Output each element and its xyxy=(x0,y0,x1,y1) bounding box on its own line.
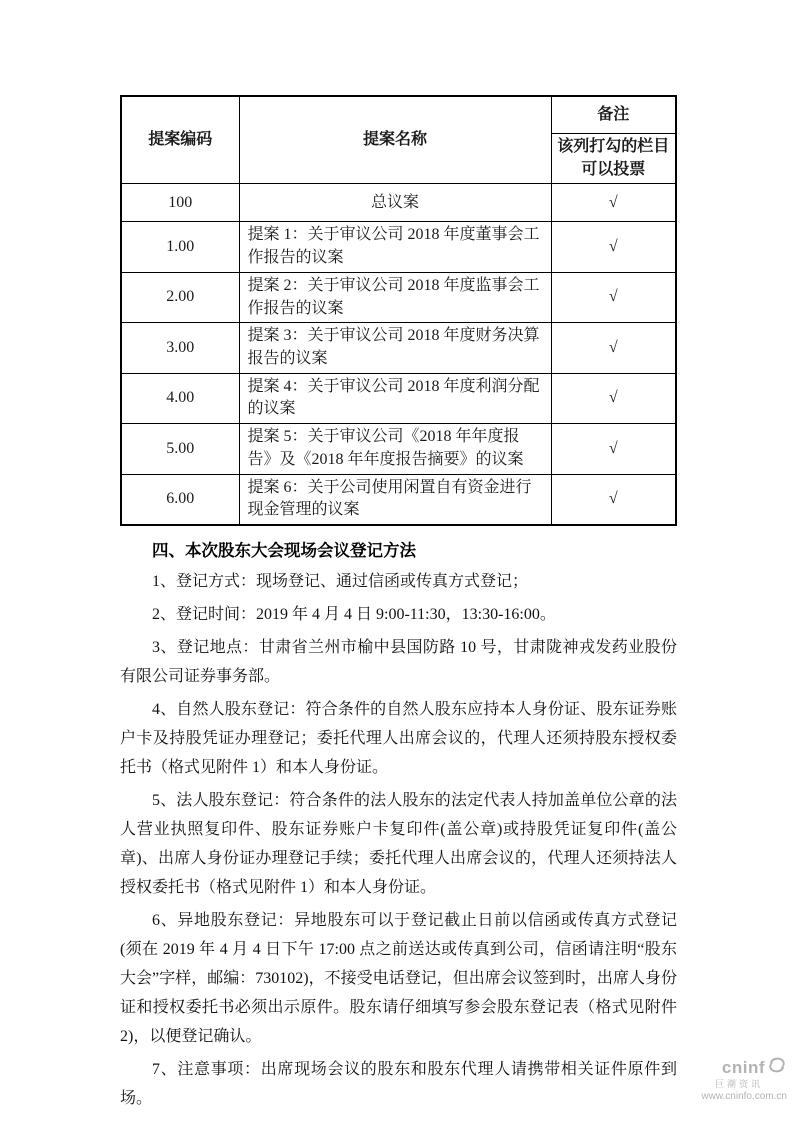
proposal-name: 提案 1：关于审议公司 2018 年度董事会工作报告的议案 xyxy=(239,222,551,272)
paragraph-individual-shareholder: 4、自然人股东登记：符合条件的自然人股东应持本人身份证、股东证券账户卡及持股凭证办理登记；委托代理人出席会议的，代理人还须持股东授权委托书（格式见附件 1）和本人身份证。 xyxy=(120,701,677,777)
proposal-name: 提案 5：关于审议公司《2018 年年度报告》及《2018 年年度报告摘要》的议案 xyxy=(239,424,551,474)
proposal-code: 1.00 xyxy=(121,222,239,272)
table-row xyxy=(121,272,676,322)
section-heading: 四、本次股东大会现场会议登记方法 xyxy=(152,542,416,561)
paragraph-registration-place: 3、登记地点：甘肃省兰州市榆中县国防路 10 号，甘肃陇神戎发药业股份有限公司证券事务部。 xyxy=(120,639,677,686)
proposal-code: 3.00 xyxy=(121,323,239,373)
vote-checkmark: √ xyxy=(551,424,676,474)
paragraph-remote-shareholder: 6、异地股东登记：异地股东可以于登记截止日前以信函或传真方式登记(须在 2019 年 4 月 4 日下午 17:00 点之前送达或传真到公司，信函请注明“股东大会”字样，邮编：730102)，不接受电话登记，但出席会议签到时，出席人身份证和授权委托书必须出示原件。股东请仔细填写参会股东登记表（格式见附件 2)，以便登记确认。 xyxy=(120,912,677,1046)
proposal-code: 4.00 xyxy=(121,373,239,423)
cninfo-watermark xyxy=(677,1055,787,1102)
proposal-name: 提案 3：关于审议公司 2018 年度财务决算报告的议案 xyxy=(239,323,551,373)
cninfo-brand-text: cninf xyxy=(721,1057,765,1077)
paragraph-registration-method: 1、登记方式：现场登记、通过信函或传真方式登记； xyxy=(152,573,529,591)
cninfo-swirl-icon xyxy=(767,1055,787,1080)
cninfo-chinese-name: 巨潮资讯 xyxy=(714,1079,763,1090)
vote-checkmark: √ xyxy=(551,272,676,322)
vote-checkmark: √ xyxy=(551,474,676,525)
proposal-name: 提案 4：关于审议公司 2018 年度利润分配的议案 xyxy=(239,373,551,423)
paragraph-registration-time: 2、登记时间：2019 年 4 月 4 日 9:00-11:30，13:30-16:00。 xyxy=(152,606,556,624)
table-row xyxy=(121,424,676,474)
vote-checkmark: √ xyxy=(551,184,676,222)
proposal-code: 6.00 xyxy=(121,474,239,525)
vote-checkmark: √ xyxy=(551,373,676,423)
table-header-row xyxy=(121,96,676,134)
header-proposal-code: 提案编码 xyxy=(121,96,239,184)
vote-checkmark: √ xyxy=(551,222,676,272)
header-remark-sub: 该列打勾的栏目可以投票 xyxy=(551,134,676,184)
proposal-name: 提案 2：关于审议公司 2018 年度监事会工作报告的议案 xyxy=(239,272,551,322)
header-remark: 备注 xyxy=(551,96,676,134)
table-row xyxy=(121,184,676,222)
proposal-name: 总议案 xyxy=(239,184,551,222)
proposals-table xyxy=(120,95,677,526)
table-row xyxy=(121,373,676,423)
table-row xyxy=(121,474,676,525)
cninfo-url-text: www.cninfo.com.cn xyxy=(701,1090,787,1102)
paragraph-notes: 7、注意事项：出席现场会议的股东和股东代理人请携带相关证件原件到场。 xyxy=(120,1061,677,1108)
paragraph-corporate-shareholder: 5、法人股东登记：符合条件的法人股东的法定代表人持加盖单位公章的法人营业执照复印件、股东证券账户卡复印件(盖公章)或持股凭证复印件(盖公章)、出席人身份证办理登记手续；委托代理人出席会议的，代理人还须持法人授权委托书（格式见附件 1）和本人身份证。 xyxy=(120,792,677,897)
table-row xyxy=(121,323,676,373)
proposal-code: 100 xyxy=(121,184,239,222)
proposal-code: 5.00 xyxy=(121,424,239,474)
vote-checkmark: √ xyxy=(551,323,676,373)
header-proposal-name: 提案名称 xyxy=(239,96,551,184)
table-row xyxy=(121,222,676,272)
proposal-name: 提案 6：关于公司使用闲置自有资金进行现金管理的议案 xyxy=(239,474,551,525)
document-content xyxy=(120,95,677,1117)
proposal-code: 2.00 xyxy=(121,272,239,322)
